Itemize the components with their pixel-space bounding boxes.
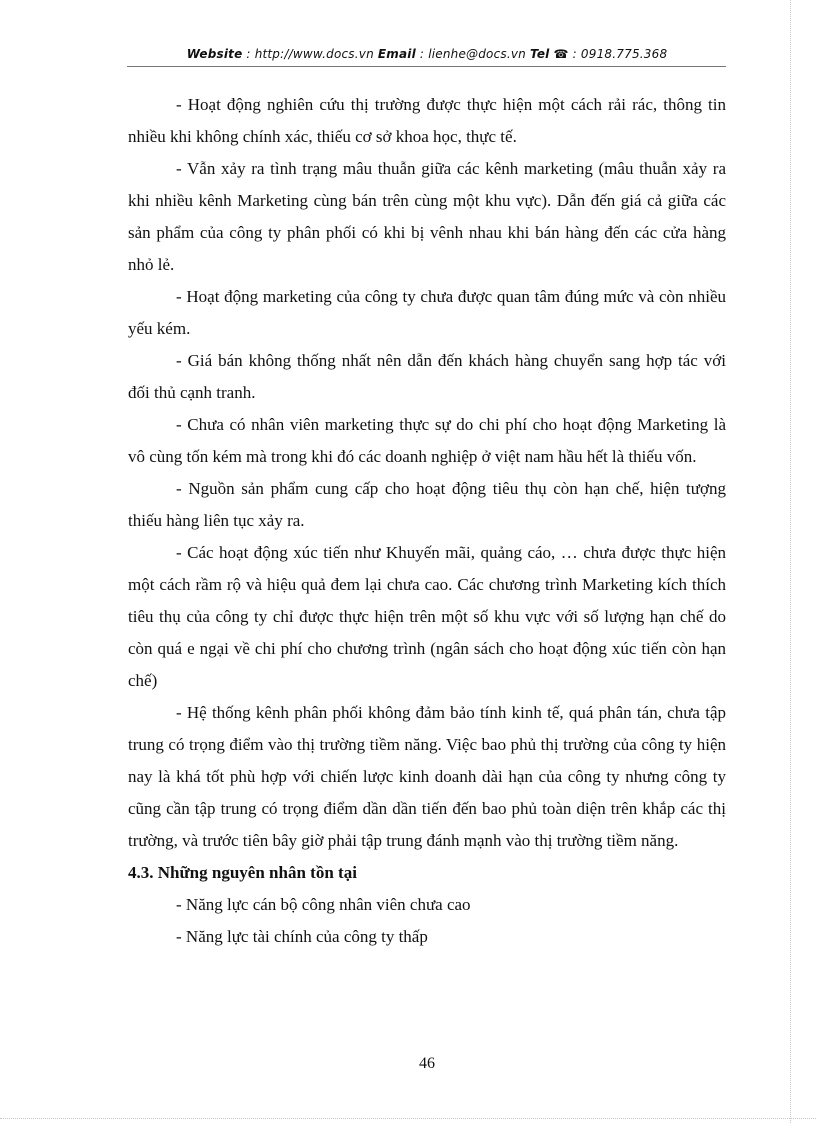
email-label: Email (377, 47, 416, 61)
paragraph: - Giá bán không thống nhất nên dẫn đến khách hàng chuyển sang hợp tác với đối thủ cạnh tranh. (128, 351, 726, 402)
page-number: 46 (419, 1055, 435, 1072)
tel-label: Tel (529, 47, 550, 61)
phone-icon: ☎ (553, 47, 569, 61)
paragraph: - Hoạt động nghiên cứu thị trường được thực hiện một cách rải rác, thông tin nhiều khi không chính xác, thiếu cơ sở khoa học, thực tế. (128, 95, 726, 146)
section-heading: 4.3. Những nguyên nhân tồn tại (128, 863, 357, 882)
paragraph: - Chưa có nhân viên marketing thực sự do chi phí cho hoạt động Marketing là vô cùng tốn kém mà trong khi đó các doanh nghiệp ở việt nam hầu hết là thiếu vốn. (128, 415, 726, 466)
paragraph: - Nguồn sản phẩm cung cấp cho hoạt động tiêu thụ còn hạn chế, hiện tượng thiếu hàng liên tục xảy ra. (128, 479, 726, 530)
website-value: : http://www.docs.vn (242, 47, 378, 61)
header-rule (127, 66, 726, 67)
section-item: - Năng lực cán bộ công nhân viên chưa cao (176, 895, 471, 914)
document-body (128, 89, 726, 953)
page-header (128, 47, 726, 61)
tel-value: : 0918.775.368 (568, 47, 668, 61)
email-value: : lienhe@docs.vn (415, 47, 530, 61)
paragraph: - Vẫn xảy ra tình trạng mâu thuẫn giữa các kênh marketing (mâu thuẫn xảy ra khi nhiều kênh Marketing cùng bán trên cùng một khu vực). Dẫn đến giá cả giữa các sản phẩm của công ty phân phối có khi bị vênh nhau khi bán hàng đến các cửa hàng nhỏ lẻ. (128, 159, 726, 274)
paragraph: - Hệ thống kênh phân phối không đảm bảo tính kinh tế, quá phân tán, chưa tập trung có trọng điểm vào thị trường tiềm năng. Việc bao phủ thị trường của công ty hiện nay là khá tốt phù hợp với chiến lược kinh doanh dài hạn của công ty nhưng công ty cũng cần tập trung có trọng điểm dần dần tiến đến bao phủ toàn diện trên khắp các thị trường, và trước tiên bây giờ phải tập trung đánh mạnh vào thị trường tiềm năng. (128, 703, 726, 850)
paragraph: - Hoạt động marketing của công ty chưa được quan tâm đúng mức và còn nhiều yếu kém. (128, 287, 726, 338)
paragraph: - Các hoạt động xúc tiến như Khuyến mãi, quảng cáo, … chưa được thực hiện một cách rầm rộ và hiệu quả đem lại chưa cao. Các chương trình Marketing kích thích tiêu thụ của công ty chỉ được thực hiện trên một số khu vực với số lượng hạn chế do còn quá e ngại về chi phí cho chương trình (ngân sách cho hoạt động xúc tiến còn hạn chế) (128, 543, 726, 690)
page-border (790, 0, 791, 1123)
page-bottom-border (0, 1118, 816, 1119)
section-item: - Năng lực tài chính của công ty thấp (176, 927, 428, 946)
website-label: Website (186, 47, 243, 61)
